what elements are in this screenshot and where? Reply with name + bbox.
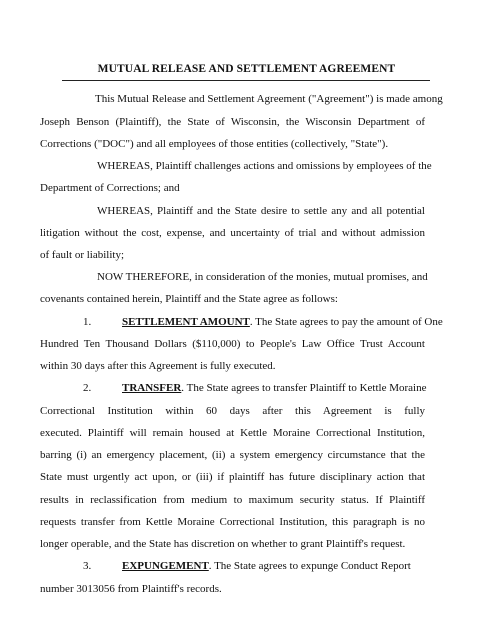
section-heading: SETTLEMENT AMOUNT [122,316,250,328]
whereas-line: of fault or liability; [40,249,125,261]
section-line: requests transfer from Kettle Moraine Correctional Institution, this paragraph is no [40,516,425,528]
section-heading: EXPUNGEMENT [122,560,209,572]
section-number: 2. [83,382,92,394]
section-line: State must urgently act upon, or (iii) if plaintiff has future disciplinary action that [40,471,425,483]
whereas-line: WHEREAS, Plaintiff and the State desire to settle any and all potential [97,205,425,217]
section-first-line [122,383,426,394]
document-title: MUTUAL RELEASE AND SETTLEMENT AGREEMENT [97,63,396,75]
section-line: number 3013056 from Plaintiff's records. [40,583,222,595]
section-first-line [122,561,411,572]
section-text: . The State agrees to pay the amount of One [249,316,443,328]
intro-line: Joseph Benson (Plaintiff), the State of Wisconsin, the Wisconsin Department of [40,116,425,128]
section-number: 3. [83,560,92,572]
whereas-line: Department of Corrections; and [40,182,180,194]
section-line: results in reclassification from medium to maximum security status. If Plaintiff [40,494,425,506]
section-line: barring (i) an emergency placement, (ii) a system emergency circumstance that the [40,449,425,461]
whereas-line: WHEREAS, Plaintiff challenges actions and omissions by employees of the [97,160,432,172]
section-line: within 30 days after this Agreement is fully executed. [40,360,276,372]
whereas-line: litigation without the cost, expense, and uncertainty of trial and without admission [40,227,425,239]
section-heading: TRANSFER [122,382,182,394]
section-number: 1. [83,316,92,328]
section-line: Hundred Ten Thousand Dollars ($110,000) to People's Law Office Trust Account [40,338,425,350]
section-text: . The State agrees to expunge Conduct Report [208,560,411,572]
intro-line: This Mutual Release and Settlement Agreement ("Agreement") is made among [95,93,443,105]
section-first-line [122,317,443,328]
section-text: . The State agrees to transfer Plaintiff to Kettle Moraine [181,382,427,394]
therefore-line: covenants contained herein, Plaintiff and the State agree as follows: [40,293,338,305]
title-rule [62,80,430,81]
section-line: longer operable, and the State has discretion on whether to grant Plaintiff's request. [40,538,406,550]
intro-line: Corrections ("DOC") and all employees of those entities (collectively, "State"). [40,138,389,150]
section-line: executed. Plaintiff will remain housed at Kettle Moraine Correctional Institution, [40,427,425,439]
section-line: Correctional Institution within 60 days after this Agreement is fully [40,405,425,417]
therefore-line: NOW THEREFORE, in consideration of the monies, mutual promises, and [97,271,428,283]
